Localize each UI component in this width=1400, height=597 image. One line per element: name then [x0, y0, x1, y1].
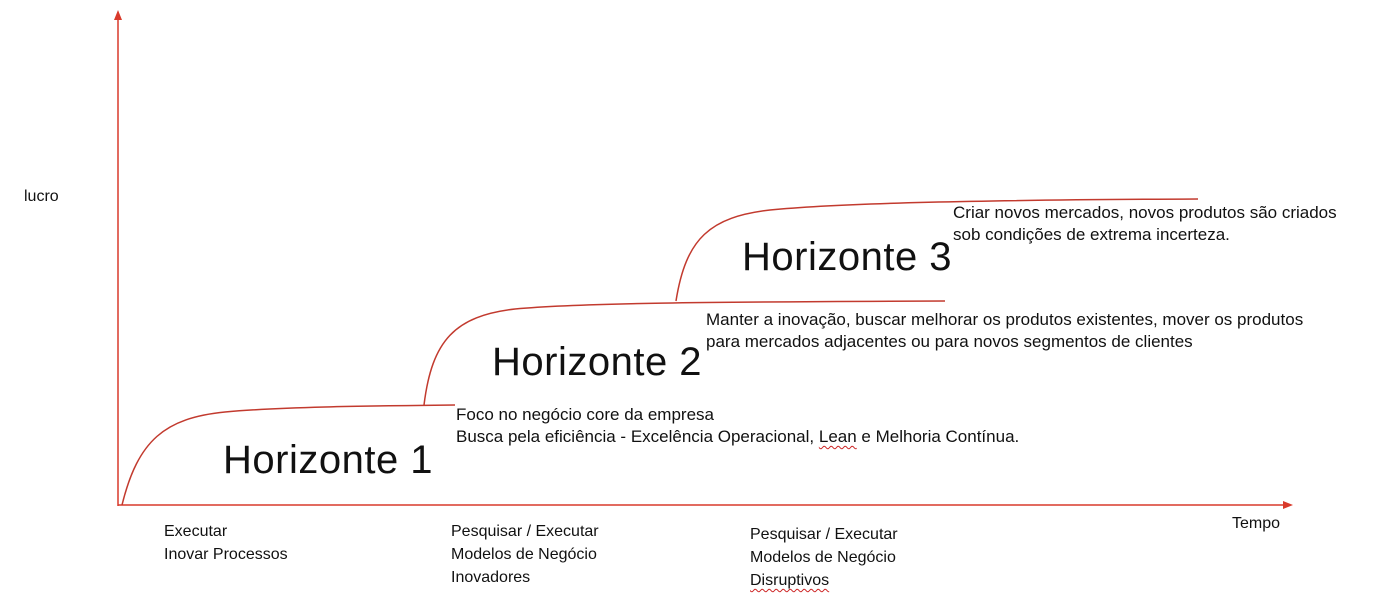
x-axis-label: Tempo	[1232, 515, 1281, 532]
horizon-1-description-line-2	[456, 426, 1019, 448]
y-axis-label: lucro	[24, 188, 59, 205]
horizon-3-title: Horizonte 3	[742, 235, 953, 279]
horizon-1-phase-line-2: Inovar Processos	[164, 546, 288, 563]
horizon-2-phase-line-3: Inovadores	[451, 569, 531, 586]
y-axis-arrowhead	[114, 10, 122, 20]
horizon-3-description	[953, 202, 1337, 246]
horizon-1-title: Horizonte 1	[223, 438, 434, 482]
horizon-2-description	[706, 309, 1303, 353]
horizon-2-phase	[451, 520, 599, 589]
horizon-2-description-line-2: para mercados adjacentes ou para novos segmentos de clientes	[706, 332, 1193, 351]
x-axis-arrowhead	[1283, 501, 1293, 509]
horizon-3-phase-line-2: Modelos de Negócio	[750, 549, 896, 566]
horizon-3-phase	[750, 523, 898, 592]
horizon-1-phase-line-1: Executar	[164, 523, 228, 540]
horizon-2-description-line-1: Manter a inovação, buscar melhorar os produtos existentes, mover os produtos	[706, 310, 1304, 329]
horizon-3-description-line-1: Criar novos mercados, novos produtos são criados	[953, 203, 1337, 222]
horizon-3-description-line-2: sob condições de extrema incerteza.	[953, 225, 1230, 244]
horizon-1-phase	[164, 520, 288, 566]
horizon-1-description-line-2-start: Busca pela eficiência - Excelência Operacional,	[456, 427, 819, 446]
horizon-2-phase-line-1: Pesquisar / Executar	[451, 523, 599, 540]
horizon-1-description-line-2-end: e Melhoria Contínua.	[856, 427, 1020, 446]
horizon-1-description-line-1: Foco no negócio core da empresa	[456, 405, 714, 424]
horizon-2-phase-line-2: Modelos de Negócio	[451, 546, 597, 563]
horizon-3-phase-line-1: Pesquisar / Executar	[750, 526, 898, 543]
horizon-3-phase-line-3: Disruptivos	[750, 572, 830, 589]
horizon-2-title: Horizonte 2	[492, 340, 703, 384]
horizon-1-description	[456, 404, 1019, 448]
horizon-1-description-lean: Lean	[818, 427, 857, 446]
